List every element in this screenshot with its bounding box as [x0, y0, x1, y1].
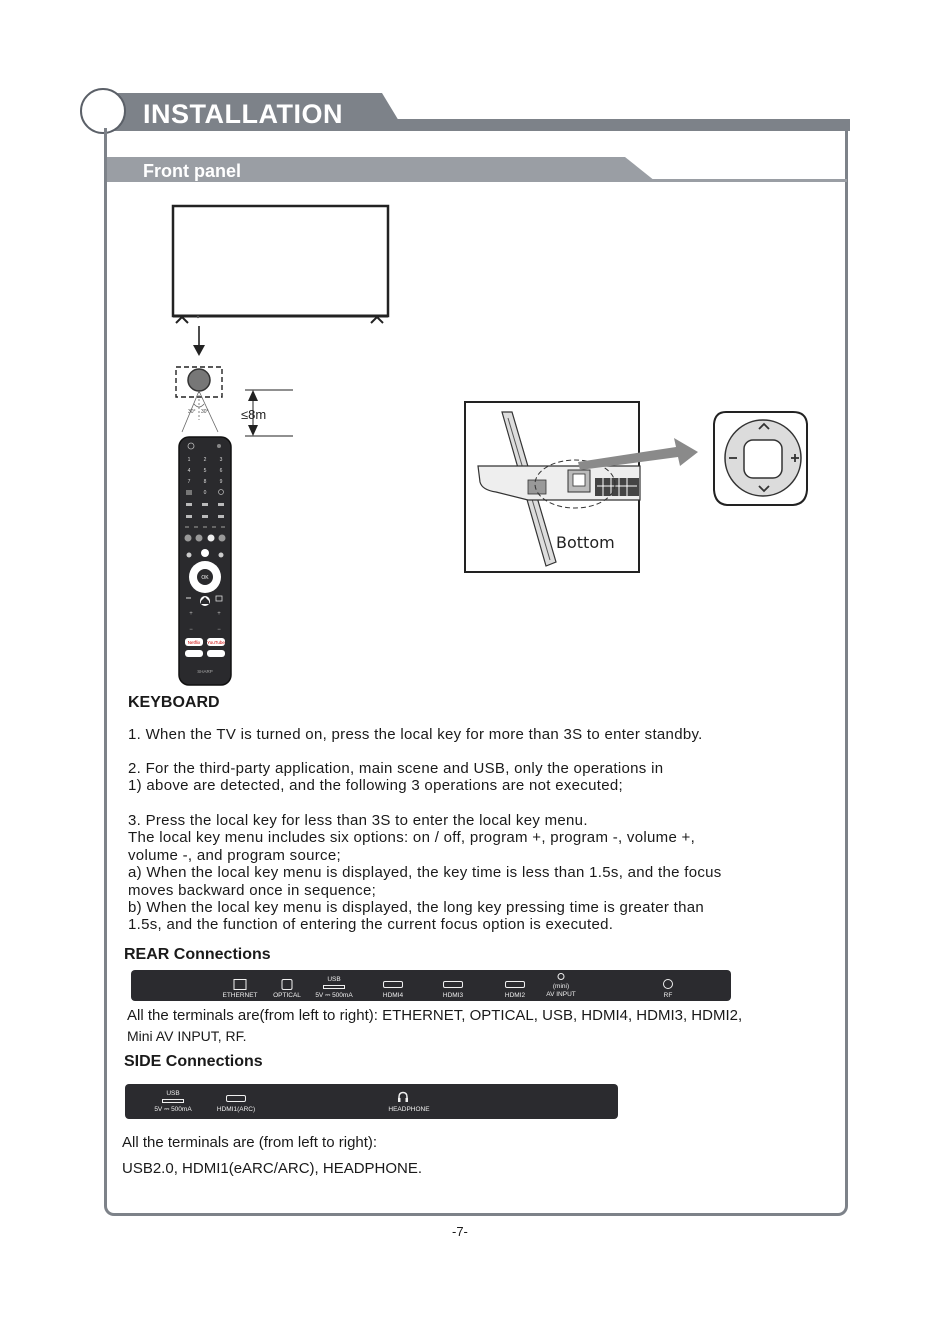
tv-icon [173, 206, 388, 323]
keyboard-paragraph-2: 2. For the third-party application, main scene and USB, only the operations in 1) above are detected, and the following 3 operations are not executed; [128, 760, 664, 795]
keyboard-heading: KEYBOARD [128, 694, 220, 711]
svg-text:5: 5 [203, 468, 207, 474]
ethernet-icon [234, 979, 247, 990]
mic-icon [201, 549, 209, 557]
svg-text:+: + [217, 611, 221, 617]
svg-text:1: 1 [187, 457, 191, 463]
svg-text:9: 9 [219, 479, 223, 485]
side-heading: SIDE Connections [124, 1053, 263, 1070]
svg-text:8: 8 [203, 479, 207, 485]
rear-heading: REAR Connections [124, 946, 271, 963]
svg-text:6: 6 [219, 468, 223, 474]
hdmi1-icon [226, 1095, 246, 1102]
local-key-icon [714, 412, 807, 505]
keyboard-paragraph-1: 1. When the TV is turned on, press the local key for more than 3S to enter standby. [128, 726, 703, 743]
subsection-title: Front panel [143, 161, 241, 181]
hdmi3-icon [443, 981, 463, 988]
svg-text:+: + [189, 611, 193, 617]
usb-icon [162, 1099, 184, 1103]
svg-text:OK: OK [201, 575, 209, 581]
svg-text:3: 3 [219, 457, 223, 463]
page-number: -7- [452, 1224, 468, 1239]
rear-terminals-description: All the terminals are(from left to right): ETHERNET, OPTICAL, USB, HDMI4, HDMI3, HDMI2, Mini AV INPUT, RF. [127, 1007, 743, 1044]
optical-icon [282, 979, 293, 990]
distance-indicator [241, 390, 293, 436]
usb-icon [323, 985, 345, 989]
side-port-panel: USB 5V ⎓ 500mA HDMI1(ARC) HEADPHONE [125, 1084, 618, 1119]
keyboard-paragraph-3: 3. Press the local key for less than 3S to enter the local key menu. The local key menu includes six options: on / off, program +, program -, volume +, volume -, and program source; a) When the local key menu is displayed, the key time is less than 1.5s, and the focus moves backward once in sequence; b) When the local key menu is displayed, the long key pressing time is greater than 1.5s, and the function of entering the current focus option is executed. [128, 812, 722, 934]
svg-text:YouTube: YouTube [207, 640, 225, 645]
svg-text:SHARP: SHARP [197, 669, 213, 674]
bottom-label: Bottom [556, 533, 615, 552]
av-input-icon [558, 973, 565, 980]
ir-sensor-icon [176, 367, 222, 432]
hdmi2-icon [505, 981, 525, 988]
page-title: INSTALLATION [143, 99, 343, 129]
svg-text:4: 4 [187, 468, 191, 474]
svg-text:2: 2 [203, 457, 207, 463]
rf-icon [663, 979, 673, 989]
headphone-icon [397, 1090, 409, 1102]
svg-text:30°: 30° [188, 409, 196, 415]
distance-label: ≤8m [241, 407, 267, 422]
svg-text:−: − [217, 627, 221, 633]
tv-bottom-view [465, 402, 640, 572]
svg-text:−: − [189, 627, 193, 633]
mute-icon [217, 444, 221, 448]
svg-text:7: 7 [187, 479, 191, 485]
svg-text:0: 0 [203, 490, 207, 496]
remote-control [179, 437, 231, 685]
side-terminals-description: All the terminals are (from left to right): USB2.0, HDMI1(eARC/ARC), HEADPHONE. [122, 1134, 423, 1177]
arrow-down-icon [193, 326, 205, 356]
rear-port-panel: ETHERNET OPTICAL USB 5V ⎓ 500mA HDMI4 HDMI3 HDMI2 (mini) AV INPUT RF [131, 970, 731, 1001]
svg-text:30°: 30° [201, 409, 209, 415]
svg-text:Netflix: Netflix [187, 640, 201, 645]
hdmi4-icon [383, 981, 403, 988]
